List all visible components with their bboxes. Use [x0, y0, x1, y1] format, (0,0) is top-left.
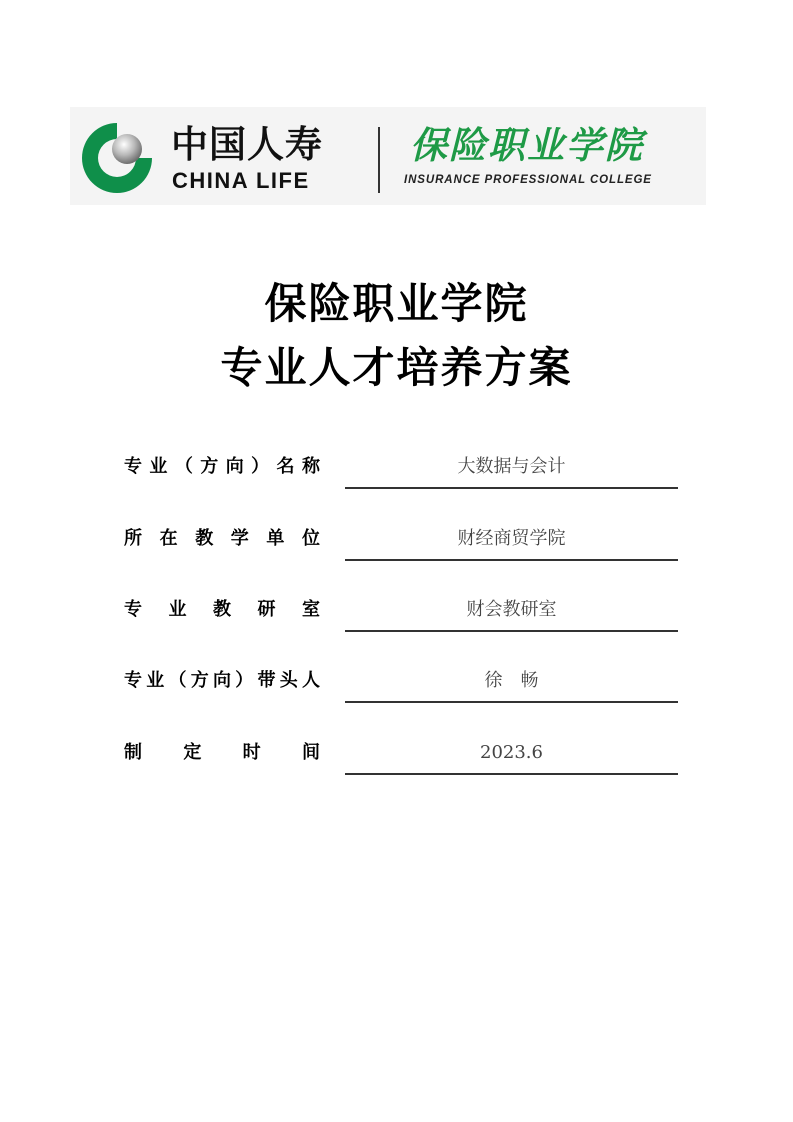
label-char: 人 [302, 670, 320, 691]
info-row-major-leader [0, 672, 793, 712]
info-row-major-name [0, 458, 793, 498]
college-chinese-wordmark: 保险职业学院 [410, 123, 644, 167]
label-char: 名 [276, 456, 295, 477]
logo-divider [378, 127, 380, 193]
value-underline [345, 559, 678, 561]
header-logo-banner [70, 107, 706, 205]
label-char: ） [251, 456, 270, 477]
label-char: 制 [124, 742, 142, 763]
info-label-major-leader [124, 672, 320, 690]
label-char: 向 [213, 670, 231, 691]
info-label-teaching-unit [124, 530, 320, 548]
label-char: 室 [302, 599, 320, 620]
info-value-major-leader: 徐 畅 [484, 670, 539, 691]
college-english-wordmark: INSURANCE PROFESSIONAL COLLEGE [404, 174, 652, 186]
label-char: ） [235, 670, 254, 691]
info-value-date: 2023.6 [480, 742, 543, 763]
value-underline [345, 487, 678, 489]
label-char: 方 [190, 670, 209, 691]
label-char: 教 [213, 599, 231, 620]
label-char: 方 [200, 456, 219, 477]
info-label-major-name [124, 458, 320, 476]
label-char: 专 [124, 670, 142, 691]
label-char: 定 [183, 742, 202, 763]
label-char: （ [168, 670, 187, 691]
label-char: 学 [230, 528, 249, 549]
label-char: 位 [301, 528, 320, 549]
label-char: 头 [279, 670, 298, 691]
label-char: 研 [257, 599, 276, 620]
label-char: 业 [149, 456, 168, 477]
info-row-teaching-unit [0, 530, 793, 570]
label-char: 专 [124, 599, 142, 620]
label-char: 教 [195, 528, 214, 549]
china-life-chinese-wordmark: 中国人寿 [171, 123, 323, 166]
label-char: 业 [168, 599, 187, 620]
label-char: 称 [301, 456, 320, 477]
info-label-teaching-office [124, 601, 320, 619]
label-char: 间 [301, 742, 320, 763]
info-label-date [124, 744, 320, 762]
info-row-teaching-office [0, 601, 793, 641]
document-title-line-1: 保险职业学院 [264, 279, 529, 328]
label-char: 向 [225, 456, 244, 477]
label-char: 单 [266, 528, 285, 549]
china-life-english-wordmark: CHINA LIFE [172, 168, 310, 193]
label-char: 业 [146, 670, 165, 691]
label-char: 在 [159, 528, 178, 549]
label-char: 所 [124, 528, 142, 549]
label-char: 时 [242, 742, 261, 763]
info-value-major-name: 大数据与会计 [457, 456, 566, 477]
value-underline [345, 630, 678, 632]
info-value-teaching-unit: 财经商贸学院 [457, 528, 566, 549]
info-row-date [0, 744, 793, 784]
china-life-emblem-icon [80, 121, 154, 195]
info-value-teaching-office: 财会教研室 [466, 599, 557, 620]
label-char: 专 [124, 456, 142, 477]
value-underline [345, 773, 678, 775]
value-underline [345, 701, 678, 703]
label-char: 带 [257, 670, 276, 691]
document-title-line-2: 专业人才培养方案 [220, 343, 573, 392]
label-char: （ [174, 456, 193, 477]
